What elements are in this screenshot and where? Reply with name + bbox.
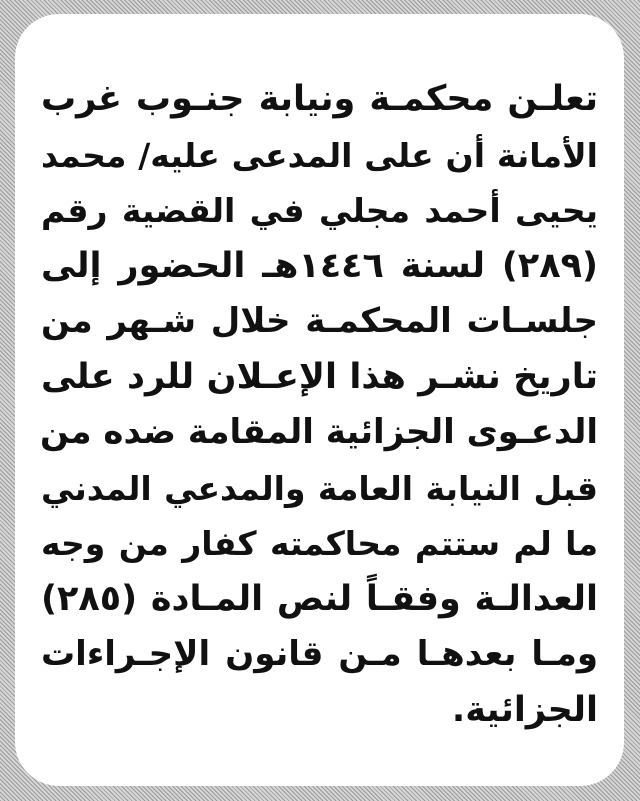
notice-line-10: العدالـة وفقـاً لنص المـادة (٢٨٥) — [41, 578, 598, 619]
notice-line-11: ومـا بعدهـا مـن قانون الإجـراءات — [41, 634, 598, 674]
notice-line-4: (٢٨٩) لسنة ١٤٤٦هـ الحضور إلى — [41, 245, 598, 286]
legal-notice-card — [15, 14, 624, 786]
notice-line-5: جلسـات المحكمـة خلال شـهر من — [41, 301, 598, 341]
notice-line-3: يحيى أحمد مجلي في القضية رقم — [41, 191, 598, 230]
notice-line-7: الدعـوى الجزائية المقامة ضده من — [39, 412, 598, 452]
notice-line-12: الجزائية. — [451, 689, 598, 730]
notice-line-2: الأمانة أن على المدعى عليه/ محمد — [41, 135, 598, 175]
notice-line-8: قبل النيابة العامة والمدعي المدني — [41, 468, 598, 508]
notice-line-6: تاريخ نشـر هذا الإعـلان للرد على — [41, 356, 598, 397]
notice-line-1: تعلـن محكمـة ونيابة جنـوب غرب — [41, 79, 598, 119]
notice-line-9: ما لم ستتم محاكمته كفار من وجه — [41, 524, 598, 563]
